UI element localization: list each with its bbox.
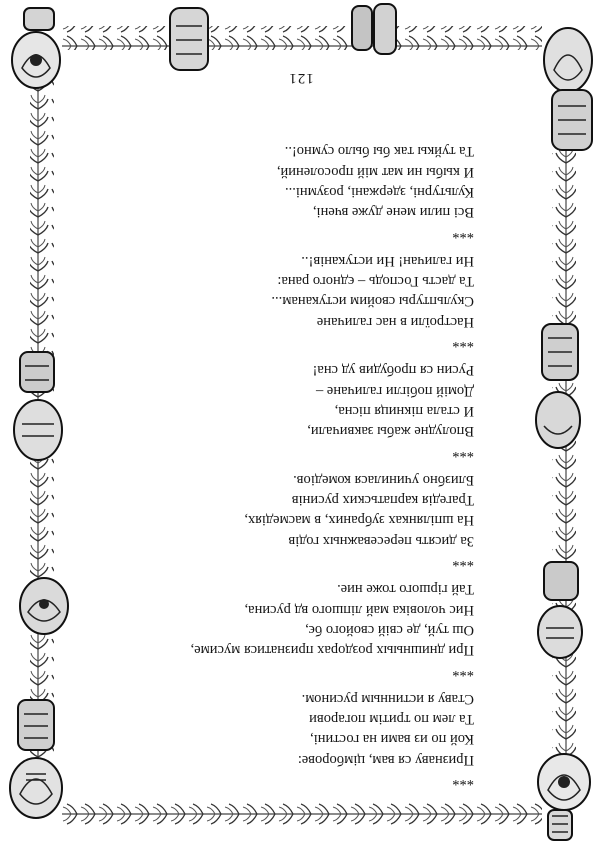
- stanza-separator: ***: [452, 662, 474, 679]
- poem-line: Ни галичан! Ни истуканів!..: [301, 252, 474, 269]
- poem-line: Признаву ся вам, цімборове:: [297, 751, 474, 768]
- garland-top: [62, 802, 542, 826]
- poem-line: И кыбы ни мат мій просолений,: [276, 163, 474, 180]
- corner-ornament-bottom-left: [544, 28, 592, 150]
- stanza-separator: ***: [452, 334, 474, 351]
- poem-line: И стала пікниця пісна,: [334, 402, 474, 419]
- poem-line: Ош туй, де свій свойого бє,: [305, 621, 474, 638]
- poem-line: Всі пили мене дуже вчені,: [312, 204, 474, 221]
- stanza-separator: ***: [452, 443, 474, 460]
- poem-line: За дисять пересеважных годів: [288, 532, 474, 549]
- poem-line: Ставу я истинным русином.: [301, 690, 474, 707]
- poem-line: Трагедія карпатьских русинів: [291, 492, 474, 509]
- stanza-separator: ***: [452, 224, 474, 241]
- poem-line: Тай гіршого тоже ние.: [337, 581, 474, 598]
- poem-line: Та дасть Господь – єдного рана:: [277, 273, 474, 290]
- poem-line: При днишныых роздорах признатися мусиме,: [190, 642, 474, 659]
- poem-line: Русин ся пробудив уд сна!: [312, 362, 474, 379]
- poem-line: Та лем по тритім погарови: [309, 711, 474, 728]
- garland-bottom: [62, 26, 542, 50]
- poem-line: Скульптуры свойим истуканам...: [271, 293, 474, 310]
- poem-line: На шпілянках зубраних, в масмедіях,: [244, 512, 474, 529]
- poem-line: Кой пo из вами на гостині,: [310, 731, 474, 748]
- stanza-separator: ***: [452, 553, 474, 570]
- poem-line: Вполудне жабы заквичали,: [307, 423, 474, 440]
- poem-line: Та туйкы так бы было сумно!..: [284, 143, 474, 160]
- poem-line: Настроїли в нас галичане: [316, 313, 474, 330]
- stanza-separator: ***: [452, 772, 474, 788]
- poem-line: Нис чоловіка май ліпшого вд русина,: [244, 601, 474, 618]
- corner-ornament-top-left: [538, 754, 590, 840]
- poem-line: Домій побігли галичане –: [315, 382, 474, 399]
- page-number: 121: [288, 70, 314, 86]
- poem-text: [54, 141, 474, 790]
- poem-line: Культурні, здержані, розумні...: [284, 183, 474, 200]
- poem-line: Близбно учинилася комедіов.: [293, 471, 474, 488]
